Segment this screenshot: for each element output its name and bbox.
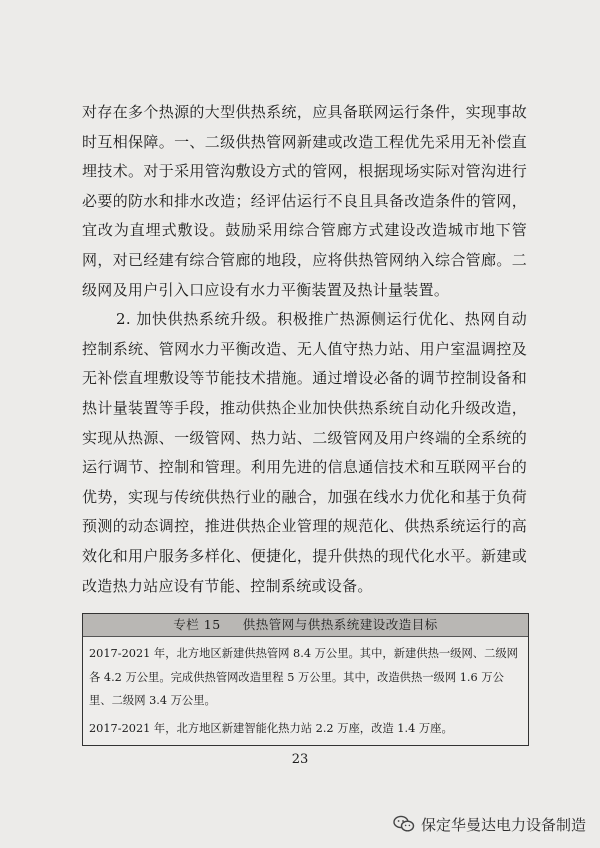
column-box-header bbox=[83, 614, 528, 637]
column-box-number: 专栏 15 bbox=[173, 617, 221, 632]
watermark-text: 保定华曼达电力设备制造 bbox=[420, 815, 586, 834]
column-box-paragraph-1: 2017-2021 年，北方地区新建供热管网 8.4 万公里。其中，新建供热一级网、二级网各 4.2 万公里。完成供热管网改造里程 5 万公里。其中，改造供热一级网 1.6 万公里、二级网 3.4 万公里。 bbox=[89, 647, 518, 707]
wechat-icon bbox=[393, 815, 415, 833]
paragraph-1: 对存在多个热源的大型供热系统，应具备联网运行条件，实现事故时互相保障。一、二级供热管网新建或改造工程优先采用无补偿直埋技术。对于采用管沟敷设方式的管网，根据现场实际对管沟进行必要的防水和排水改造；经评估运行不良且具备改造条件的管网，宜改为直埋式敷设。鼓励采用综合管廊方式建设改造城市地下管网，对已经建有综合管廊的地段，应将供热管网纳入综合管廊。二级网及用户引入口应设有水力平衡装置及热计量装置。 bbox=[82, 103, 527, 299]
watermark bbox=[393, 812, 586, 836]
page-number: 23 bbox=[291, 752, 309, 767]
column-box bbox=[82, 613, 529, 746]
column-box-paragraph-2: 2017-2021 年，北方地区新建智能化热力站 2.2 万座，改造 1.4 万座。 bbox=[89, 721, 453, 735]
body-text bbox=[82, 98, 527, 601]
paragraph-2: 2. 加快供热系统升级。积极推广热源侧运行优化、热网自动控制系统、管网水力平衡改造、无人值守热力站、用户室温调控及无补偿直埋敷设等节能技术措施。通过增设必备的调节控制设备和热计量装置等手段，推动供热企业加快供热系统自动化升级改造，实现从热源、一级管网、热力站、二级管网及用户终端的全系统的运行调节、控制和管理。利用先进的信息通信技术和互联网平台的优势，实现与传统供热行业的融合，加强在线水力优化和基于负荷预测的动态调控，推进供热企业管理的规范化、供热系统运行的高效化和用户服务多样化、便捷化，提升供热的现代化水平。新建或改造热力站应设有节能、控制系统或设备。 bbox=[82, 310, 527, 595]
column-box-body bbox=[83, 637, 528, 740]
column-box-title: 供热管网与供热系统建设改造目标 bbox=[242, 617, 438, 632]
